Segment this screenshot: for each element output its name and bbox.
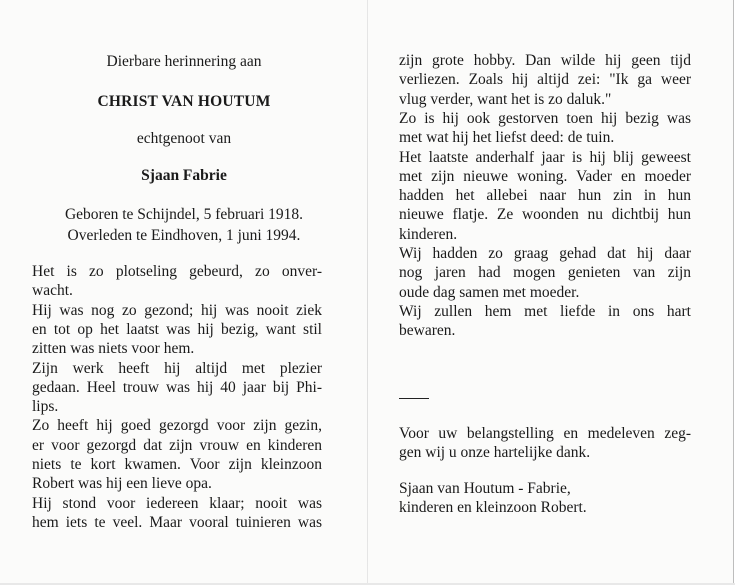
text-line: Wij zullen hem met liefde in ons hart xyxy=(399,302,691,320)
text-line: zitten was niets voor hem. xyxy=(32,340,195,358)
spouse-name: Sjaan Fabrie xyxy=(141,167,227,184)
text-line: Hij was nog zo gezond; hij was nooit ziek xyxy=(32,301,322,319)
text-line: Het is zo plotseling gebeurd, zo onver- xyxy=(32,263,322,280)
text-line: kinderen. xyxy=(399,225,458,243)
text-line: hadden het allebei naar hun zin in hun xyxy=(399,187,691,205)
intro-text: Dierbare herinnering aan xyxy=(106,53,262,70)
text-line: hem iets te veel. Maar vooral tuinieren was xyxy=(32,513,322,531)
deceased-name: CHRIST VAN HOUTUM xyxy=(97,93,271,110)
fold-line xyxy=(367,0,368,583)
text-line: bewaren. xyxy=(399,322,456,340)
life-dates xyxy=(46,204,322,246)
text-line: gen wij u onze hartelijke dank. xyxy=(399,444,591,462)
text-line: Robert was hij een lieve opa. xyxy=(32,475,212,493)
text-line: zijn grote hobby. Dan wilde hij geen tijd xyxy=(399,52,691,69)
text-line: met wat hij het liefst deed: de tuin. xyxy=(399,129,615,147)
spouse-label: echtgenoot van xyxy=(136,130,232,147)
text-line: Sjaan van Houtum - Fabrie, xyxy=(399,480,571,497)
text-line: verliezen. Zoals hij altijd zei: "Ik ga weer xyxy=(399,71,691,89)
death-line: Overleden te Eindhoven, 1 juni 1994. xyxy=(67,227,301,244)
text-line: niets te kort kwamen. Voor zijn kleinzoon xyxy=(32,456,322,473)
divider-rule xyxy=(399,398,429,399)
birth-line: Geboren te Schijndel, 5 februari 1918. xyxy=(64,206,304,223)
text-line: er voor gezorgd dat zijn vrouw en kinderen xyxy=(32,436,322,454)
text-line: wacht. xyxy=(32,282,73,300)
text-line: Wij hadden zo graag gehad dat hij daar xyxy=(399,245,691,262)
text-line: nieuwe flatje. Ze woonden nu dichtbij hun xyxy=(399,206,691,224)
text-line: oude dag samen met moeder. xyxy=(399,283,580,301)
text-line: lips. xyxy=(32,398,59,416)
text-line: nog jaren had mogen genieten van zijn xyxy=(399,264,691,282)
text-line: Zijn werk heeft hij altijd met plezier xyxy=(32,359,322,377)
text-line: en tot op het laatst was hij bezig, want stil xyxy=(32,320,322,338)
text-line: vlug verder, want het is zo daluk." xyxy=(399,90,612,108)
text-line: gedaan. Heel trouw was hij 40 jaar bij Phi- xyxy=(32,378,322,396)
text-line: Voor uw belangstelling en medeleven zeg- xyxy=(399,425,691,442)
text-line: Het laatste anderhalf jaar is hij blij geweest xyxy=(399,148,691,166)
text-line: Zo is hij ook gestorven toen hij bezig was xyxy=(399,109,691,127)
text-line: Zo heeft hij goed gezorgd voor zijn gezin, xyxy=(32,417,322,435)
text-line: met zijn nieuwe woning. Vader en moeder xyxy=(399,167,691,185)
text-line: kinderen en kleinzoon Robert. xyxy=(399,499,587,517)
text-line: Hij stond voor iedereen klaar; nooit was xyxy=(32,494,322,512)
